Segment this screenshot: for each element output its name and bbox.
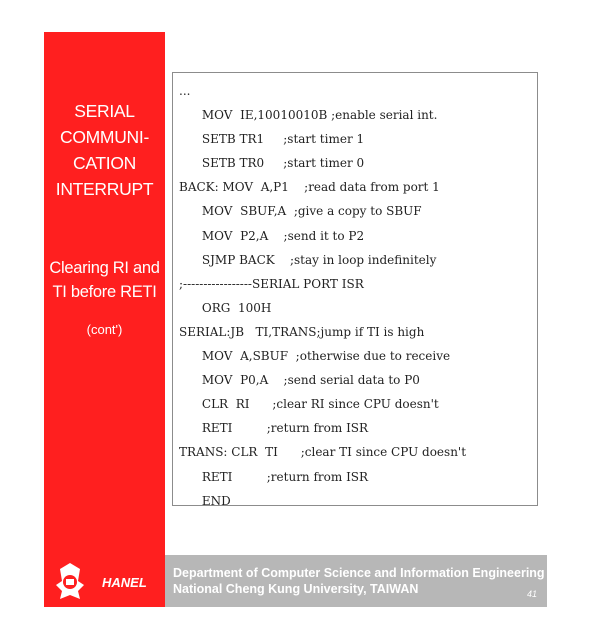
footer-text (173, 565, 545, 597)
title-panel (44, 32, 165, 555)
code-line: BACK: MOV A,P1 ;read data from port 1 (179, 180, 440, 195)
section-title (44, 98, 165, 202)
section-title-line: COMMUNI- (60, 127, 149, 147)
sub-title-line: TI before RETI (52, 283, 157, 301)
code-line: SETB TR1 ;start timer 1 (179, 132, 365, 147)
code-line: SETB TR0 ;start timer 0 (179, 156, 365, 171)
section-title-line: INTERRUPT (55, 179, 154, 199)
brand-name: HANEL (102, 575, 147, 590)
university-emblem-icon (50, 561, 90, 603)
code-line: TRANS: CLR TI ;clear TI since CPU doesn't (179, 445, 467, 460)
code-line: RETI ;return from ISR (179, 469, 369, 484)
code-line: RETI ;return from ISR (179, 421, 369, 436)
code-line: MOV IE,10010010B ;enable serial int. (179, 108, 438, 123)
code-lines (179, 79, 466, 513)
code-line: MOV SBUF,A ;give a copy to SBUF (179, 204, 422, 219)
code-line: CLR RI ;clear RI since CPU doesn't (179, 397, 439, 412)
code-line: MOV A,SBUF ;otherwise due to receive (179, 349, 451, 364)
code-line: END (179, 493, 231, 508)
page-number: 41 (526, 589, 537, 599)
code-listing (172, 72, 538, 506)
code-line: ... (179, 84, 191, 98)
code-line: MOV P0,A ;send serial data to P0 (179, 373, 420, 388)
code-line: ORG 100H (179, 300, 272, 315)
department-name: Department of Computer Science and Information Engineering (173, 566, 545, 580)
cont-label: (cont') (86, 322, 123, 337)
section-title-line: SERIAL (74, 101, 135, 121)
section-title-line: CATION (72, 153, 136, 173)
code-line: MOV P2,A ;send it to P2 (179, 228, 365, 243)
code-line: SERIAL:JB TI,TRANS;jump if TI is high (179, 324, 425, 339)
sub-title (44, 256, 165, 304)
footer-brand (44, 555, 165, 607)
code-line: ;-----------------SERIAL PORT ISR (179, 276, 364, 291)
footer-info (165, 555, 547, 607)
university-name: National Cheng Kung University, TAIWAN (173, 582, 419, 596)
sub-title-line: Clearing RI and (49, 259, 160, 277)
code-line: SJMP BACK ;stay in loop indefinitely (179, 252, 437, 267)
